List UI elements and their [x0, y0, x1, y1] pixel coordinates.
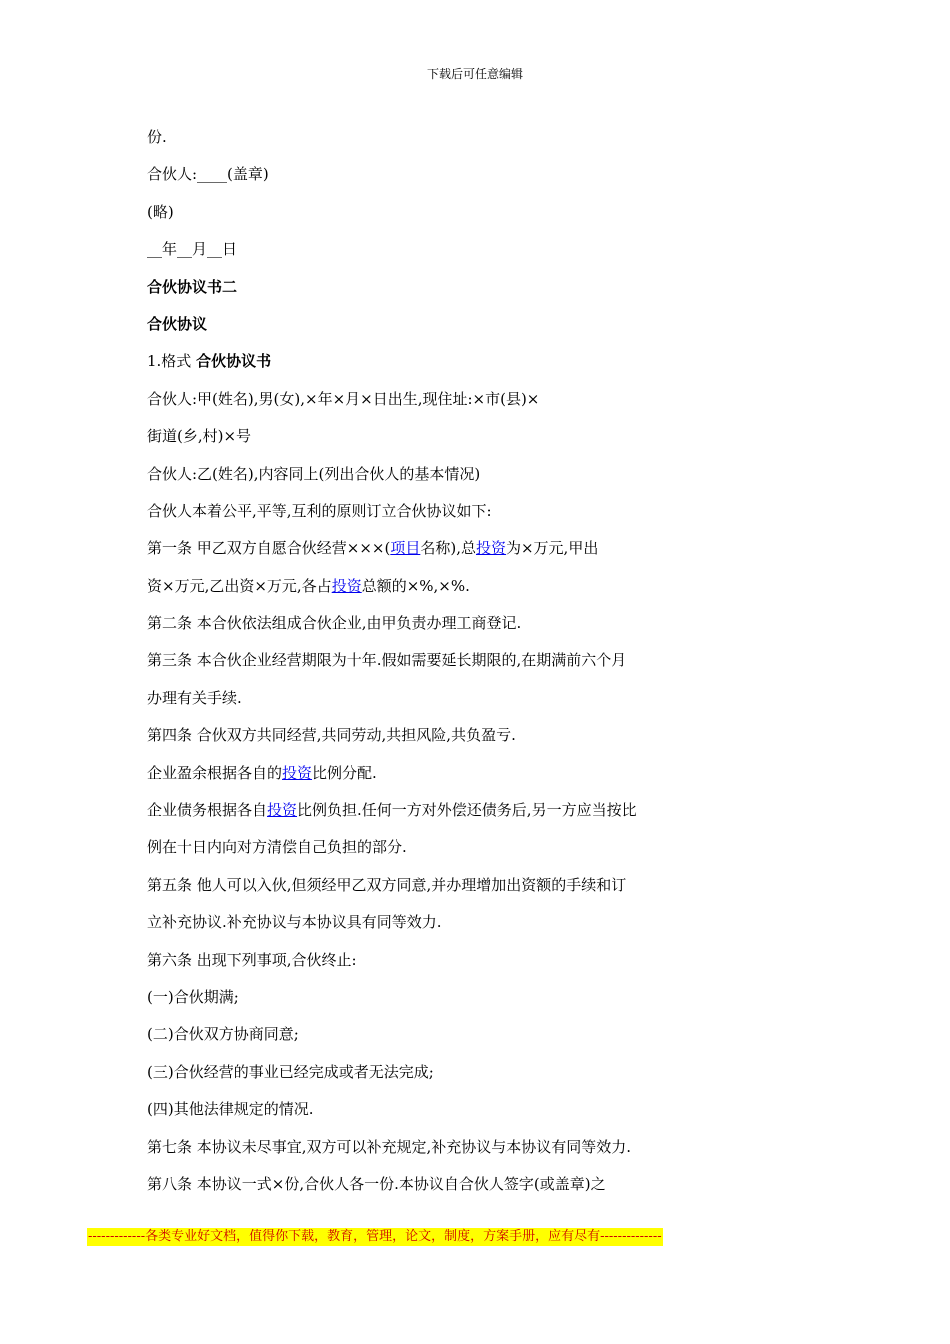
paragraph-line	[147, 535, 747, 572]
text-segment: 比例分配.	[312, 763, 377, 782]
text-segment: 合伙人:甲(姓名),男(女),×年×月×日出生,现住址:×市(县)×	[147, 389, 540, 408]
paragraph-line	[147, 685, 747, 722]
text-segment: 第四条 合伙双方共同经营,共同劳动,共担风险,共负盈亏.	[147, 726, 516, 745]
hyperlink[interactable]: 投资	[331, 576, 362, 595]
paragraph-line	[147, 1171, 747, 1208]
text-segment: 比例负担.任何一方对外偿还债务后,另一方应当按比	[297, 801, 637, 820]
text-segment: __年__月__日	[147, 240, 238, 259]
hyperlink[interactable]: 投资	[282, 763, 313, 782]
paragraph-line	[147, 1134, 747, 1171]
paragraph-line	[147, 909, 747, 946]
paragraph-line	[147, 647, 747, 684]
paragraph-line	[147, 124, 747, 161]
page-header: 下载后可任意编辑	[426, 67, 523, 81]
text-segment: 立补充协议.补充协议与本协议具有同等效力.	[147, 913, 442, 932]
text-segment: 份.	[147, 128, 167, 146]
bold-text: 合伙协议书二	[147, 277, 238, 296]
text-segment: 1.格式	[147, 352, 197, 371]
text-segment: 企业盈余根据各自的	[147, 763, 283, 782]
paragraph-line	[147, 872, 747, 909]
paragraph-line	[147, 199, 747, 236]
paragraph-line	[147, 1096, 747, 1133]
paragraph-line	[147, 722, 747, 759]
text-segment: 为×万元,甲出	[505, 539, 599, 558]
text-segment: (三)合伙经营的事业已经完成或者无法完成;	[147, 1062, 434, 1081]
text-segment: (一)合伙期满;	[147, 987, 239, 1006]
text-segment: 第一条 甲乙双方自愿合伙经营×××(	[147, 539, 391, 558]
paragraph-line	[147, 274, 747, 311]
bold-text: 合伙协议书	[196, 352, 272, 371]
paragraph-line	[147, 984, 747, 1021]
hyperlink[interactable]: 投资	[267, 801, 298, 820]
text-segment: 第三条 本合伙企业经营期限为十年.假如需要延长期限的,在期满前六个月	[147, 651, 627, 670]
paragraph-line	[147, 461, 747, 498]
text-segment: 第七条 本协议未尽事宜,双方可以补充规定,补充协议与本协议有同等效力.	[147, 1137, 632, 1156]
paragraph-line	[147, 573, 747, 610]
paragraph-line	[147, 348, 747, 385]
paragraph-line	[147, 498, 747, 535]
text-segment: 合伙人本着公平,平等,互利的原则订立合伙协议如下:	[147, 501, 492, 520]
text-segment: 办理有关手续.	[147, 688, 242, 707]
bold-text: 合伙协议	[147, 314, 208, 333]
paragraph-line	[147, 386, 747, 423]
text-segment: 街道(乡,村)×号	[147, 427, 252, 446]
paragraph-line	[147, 610, 747, 647]
paragraph-line	[147, 947, 747, 984]
paragraph-line	[147, 311, 747, 348]
hyperlink[interactable]: 投资	[475, 539, 506, 558]
paragraph-line	[147, 797, 747, 834]
hyperlink[interactable]: 项目	[390, 539, 421, 558]
text-segment: (略)	[147, 202, 174, 221]
paragraph-line	[147, 161, 747, 198]
paragraph-line	[147, 834, 747, 871]
text-segment: 第五条 他人可以入伙,但须经甲乙双方同意,并办理增加出资额的手续和订	[147, 875, 627, 894]
page-footer-banner: -------------各类专业好文档，值得你下载，教育，管理，论文，制度，方案手册，应有尽有--------------	[88, 1229, 662, 1244]
text-segment: 第二条 本合伙依法组成合伙企业,由甲负责办理工商登记.	[147, 614, 522, 633]
paragraph-line	[147, 1021, 747, 1058]
text-segment: 总额的×%,×%.	[361, 576, 470, 595]
paragraph-line	[147, 1059, 747, 1096]
paragraph-line	[147, 423, 747, 460]
text-segment: 合伙人:乙(姓名),内容同上(列出合伙人的基本情况)	[147, 464, 481, 483]
document-body	[147, 124, 747, 1208]
paragraph-line	[147, 760, 747, 797]
text-segment: 第六条 出现下列事项,合伙终止:	[147, 950, 357, 969]
text-segment: (四)其他法律规定的情况.	[147, 1100, 314, 1119]
text-segment: 资×万元,乙出资×万元,各占	[147, 576, 332, 595]
text-segment: 合伙人:____(盖章)	[147, 165, 269, 184]
text-segment: 例在十日内向对方清偿自己负担的部分.	[147, 838, 407, 857]
text-segment: (二)合伙双方协商同意;	[147, 1025, 299, 1044]
text-segment: 第八条 本协议一式×份,合伙人各一份.本协议自合伙人签字(或盖章)之	[147, 1174, 606, 1193]
text-segment: 名称),总	[420, 539, 476, 558]
paragraph-line	[147, 236, 747, 273]
text-segment: 企业债务根据各自	[147, 801, 268, 820]
